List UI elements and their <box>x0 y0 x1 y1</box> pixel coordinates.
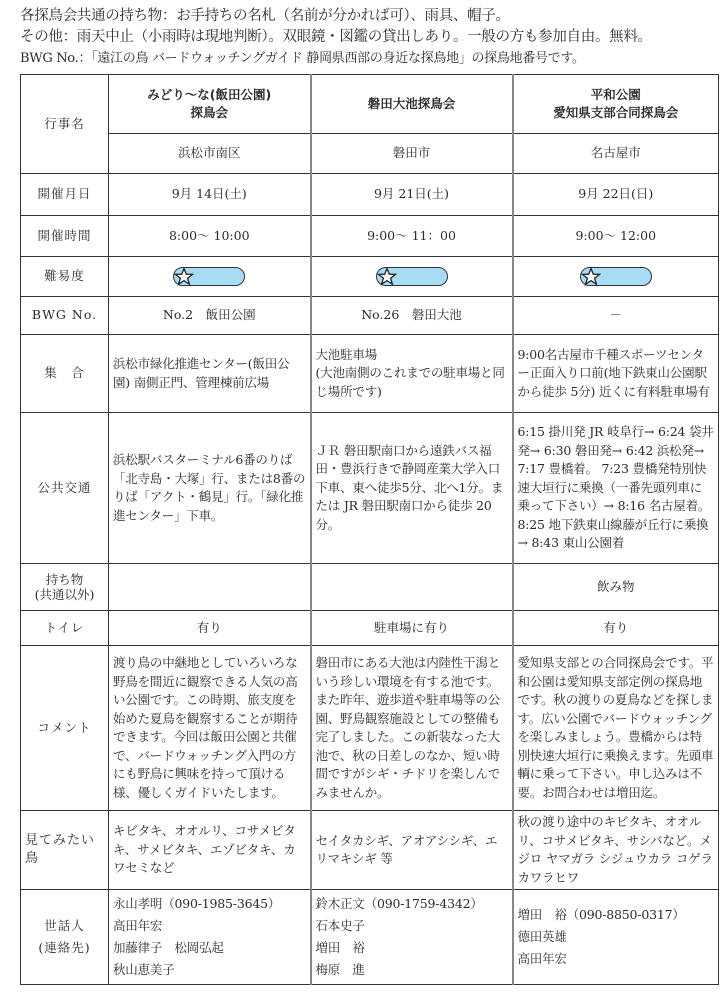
contacts-cell <box>513 890 719 985</box>
row-contacts <box>21 890 719 985</box>
label-birds: 見てみたい鳥 <box>21 811 109 890</box>
row-location <box>21 134 719 174</box>
label-meeting: 集 合 <box>21 335 109 413</box>
label-difficulty: 難易度 <box>21 257 109 297</box>
bwg-cell: No.26 磐田大池 <box>311 297 513 335</box>
row-event-name <box>21 75 719 134</box>
row-difficulty <box>21 257 719 297</box>
row-date <box>21 174 719 216</box>
row-comment <box>21 646 719 811</box>
event-name-line1: 平和公園 <box>590 86 641 102</box>
meeting-cell: 大池駐車場 (大池南側のこれまでの駐車場と同じ場所です) <box>311 335 513 413</box>
contact-name: 鈴木正文（090-1759-4342） <box>315 896 483 911</box>
row-toilet <box>21 611 719 646</box>
time-cell: 9:00～ 11：00 <box>311 216 513 257</box>
label-comment: コメント <box>21 646 109 811</box>
difficulty-indicator <box>376 267 448 286</box>
event-name-cell <box>311 75 513 134</box>
contact-name: 加藤律子 松岡弘起 <box>113 940 224 955</box>
intro-notes <box>20 6 720 69</box>
bwg-cell: － <box>513 297 719 335</box>
star-icon <box>580 267 602 286</box>
contact-name: 石本史子 <box>315 918 365 933</box>
date-cell: 9月 22日(日) <box>513 174 719 216</box>
contact-name: 高田年宏 <box>517 951 567 966</box>
meeting-cell: 9:00名古屋市千種スポーツセンター正面入り口前(地下鉄東山公園駅から徒歩 5分) 近くに有料駐車場有 <box>513 335 719 413</box>
contact-name: 高田年宏 <box>113 918 163 933</box>
items-cell <box>311 564 513 611</box>
time-cell: 9:00～ 12:00 <box>513 216 719 257</box>
common-items-note: 各探鳥会共通の持ち物：お手持ちの名札（名前が分かれば可）、雨具、帽子。 <box>20 8 510 24</box>
event-name-line2: 探鳥会 <box>190 105 228 120</box>
toilet-cell: 有り <box>513 611 719 646</box>
event-name-cell <box>513 75 719 134</box>
label-contacts-line2: (連絡先) <box>38 940 91 955</box>
label-event-name: 行事名 <box>21 75 109 174</box>
date-cell: 9月 14日(土) <box>109 174 311 216</box>
difficulty-cell <box>311 257 513 297</box>
difficulty-cell <box>109 257 311 297</box>
toilet-cell: 有り <box>109 611 311 646</box>
label-date: 開催月日 <box>21 174 109 216</box>
contact-name: 梅原 進 <box>315 962 365 977</box>
items-cell: 飲み物 <box>513 564 719 611</box>
star-icon <box>173 267 195 286</box>
meeting-cell: 浜松市緑化推進センター(飯田公園) 南側正門、管理棟前広場 <box>109 335 311 413</box>
transport-cell: ＪＲ 磐田駅南口から遠鉄バス福田・豊浜行きで静岡産業大学入口下車、東へ徒歩5分、北へ1分。または JR 磐田駅南口から徒歩 20 分。 <box>311 413 513 564</box>
contact-name: 増田 裕（090-8850-0317） <box>517 907 685 922</box>
label-items <box>21 564 109 611</box>
items-cell <box>109 564 311 611</box>
contact-name: 増田 裕 <box>315 940 365 955</box>
event-name-line2: 愛知県支部合同探鳥会 <box>553 105 679 120</box>
event-name-line1: 磐田大池探鳥会 <box>367 95 456 111</box>
comment-cell: 愛知県支部との合同探鳥会です。平和公園は愛知県支部定例の探鳥地です。秋の渡りの夏鳥などを探します。広い公園でバードウォッチングを楽しみましょう。豊橋からは特別快速大垣行に乗換えます。先頭車輌に乗って下さい。申し込みは不要。お問合わせは増田迄。 <box>513 646 719 811</box>
contact-name: 秋山恵美子 <box>113 962 175 977</box>
row-bwg <box>21 297 719 335</box>
star-icon <box>376 267 398 286</box>
event-name-line1: みどり～な(飯田公園) <box>147 86 272 102</box>
row-meeting <box>21 335 719 413</box>
bwg-cell: No.2 飯田公園 <box>109 297 311 335</box>
birds-cell: 秋の渡り途中のキビタキ、オオルリ、コサメビタキ、サシバなど。メジロ ヤマガラ シジュウカラ コゲラ カワラヒワ <box>513 811 719 890</box>
location-cell: 名古屋市 <box>513 134 719 174</box>
row-items <box>21 564 719 611</box>
label-items-line2: (共通以外) <box>34 587 95 602</box>
birds-cell: セイタカシギ、アオアシシギ、エリマキシギ 等 <box>311 811 513 890</box>
row-birds <box>21 811 719 890</box>
label-toilet: トイレ <box>21 611 109 646</box>
contacts-cell <box>311 890 513 985</box>
comment-cell: 磐田市にある大池は内陸性干潟という珍しい環境を有する池です。また昨年、遊歩道や駐車場等の公園、野鳥観察施設としての整備も完了しました。この新装なった大池で、秋の日差しのなか、短い時間ですがシギ・チドリを楽しんでみませんか。 <box>311 646 513 811</box>
bwg-note: BWG No.：「遠江の鳥 バードウォッチングガイド 静岡県西部の身近な探鳥地」の探鳥地番号です。 <box>20 51 585 66</box>
difficulty-indicator <box>173 267 245 286</box>
comment-cell: 渡り鳥の中継地としていろいろな野鳥を間近に観察できる人気の高い公園です。この時期、旅支度を始めた夏鳥を観察することが期待できます。今回は飯田公園と共催で、バードウォッチング入門の方にも野鳥に興味を持って頂ける様、優しくガイドいたします。 <box>109 646 311 811</box>
date-cell: 9月 21日(土) <box>311 174 513 216</box>
difficulty-cell <box>513 257 719 297</box>
label-items-line1: 持ち物 <box>45 572 84 587</box>
birds-cell: キビタキ、オオルリ、コサメビタキ、サメビタキ、エゾビタキ、カワセミなど <box>109 811 311 890</box>
event-name-cell <box>109 75 311 134</box>
other-note: その他：雨天中止（小雨時は現地判断）。双眼鏡・図鑑の貸出しあり。一般の方も参加自由。無料。 <box>20 29 652 45</box>
label-contacts-line1: 世話人 <box>44 918 85 933</box>
toilet-cell: 駐車場に有り <box>311 611 513 646</box>
time-cell: 8:00～ 10:00 <box>109 216 311 257</box>
event-schedule-table <box>20 74 719 985</box>
label-time: 開催時間 <box>21 216 109 257</box>
transport-cell: 6:15 掛川発 JR 岐阜行→ 6:24 袋井発→ 6:30 磐田発→ 6:42 浜松発→ 7:17 豊橋着。 7:23 豊橋発特別快速大垣行に乗換（一番先頭列車に乗って下さい）→ 8:16 名古屋着。 8:25 地下鉄東山線藤が丘行に乗換→ 8:43 東山公園着 <box>513 413 719 564</box>
location-cell: 浜松市南区 <box>109 134 311 174</box>
label-transport: 公共交通 <box>21 413 109 564</box>
contact-name: 永山孝明（090-1985-3645） <box>113 896 281 911</box>
row-transport <box>21 413 719 564</box>
contact-name: 德田英雄 <box>517 929 567 944</box>
row-time <box>21 216 719 257</box>
difficulty-indicator <box>580 267 652 286</box>
label-bwg: BWG No. <box>21 297 109 335</box>
contacts-cell <box>109 890 311 985</box>
transport-cell: 浜松駅バスターミナル6番のりば「北寺島・大塚」行、または8番のりば「アクト・鶴見」行。「緑化推進センター」下車。 <box>109 413 311 564</box>
location-cell: 磐田市 <box>311 134 513 174</box>
label-contacts <box>21 890 109 985</box>
